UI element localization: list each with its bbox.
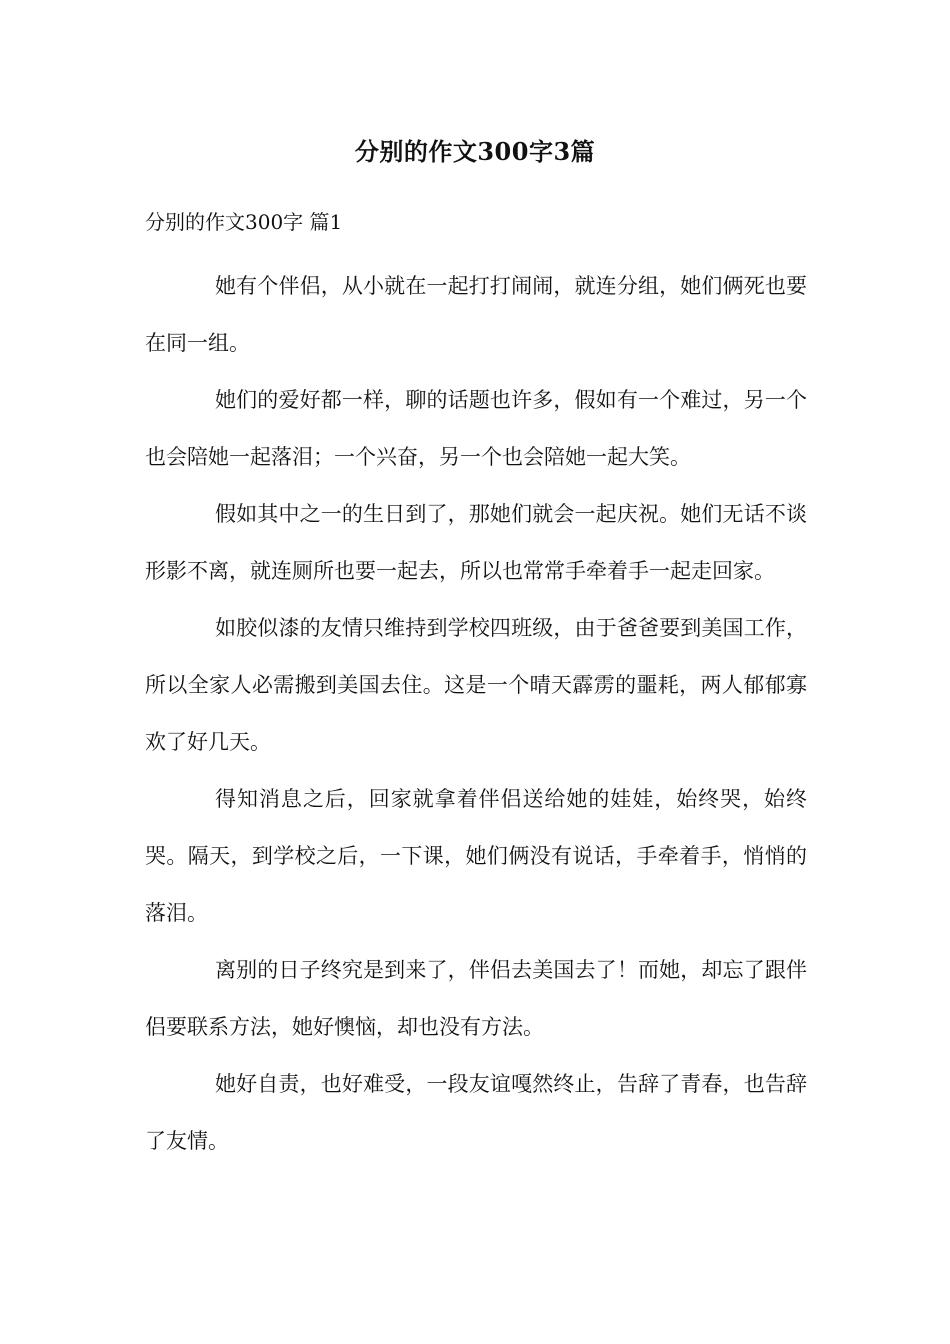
paragraph: 离别的日子终究是到来了，伴侣去美国去了！而她，却忘了跟伴侣要联系方法，她好懊恼，却也没有方法。	[145, 958, 807, 1039]
paragraph: 如胶似漆的友情只维持到学校四班级，由于爸爸要到美国工作，所以全家人必需搬到美国去住。这是一个晴天霹雳的噩耗，两人郁郁寡欢了好几天。	[145, 616, 807, 754]
paragraph: 她有个伴侣，从小就在一起打打闹闹，就连分组，她们俩死也要在同一组。	[145, 274, 807, 355]
paragraph: 她好自责，也好难受，一段友谊嘎然终止，告辞了青春，也告辞了友情。	[145, 1072, 807, 1153]
paragraph: 假如其中之一的生日到了，那她们就会一起庆祝。她们无话不谈形影不离，就连厕所也要一起去，所以也常常手牵着手一起走回家。	[145, 502, 807, 583]
paragraph: 她们的爱好都一样，聊的话题也许多，假如有一个难过，另一个也会陪她一起落泪；一个兴奋，另一个也会陪她一起大笑。	[145, 388, 807, 469]
document-body	[145, 200, 807, 1170]
paragraph: 得知消息之后，回家就拿着伴侣送给她的娃娃，始终哭，始终哭。隔天，到学校之后，一下课，她们俩没有说话，手牵着手，悄悄的落泪。	[145, 787, 807, 925]
document-title: 分别的作文300字3篇	[354, 137, 596, 166]
section-heading: 分别的作文300字 篇1	[145, 210, 343, 234]
